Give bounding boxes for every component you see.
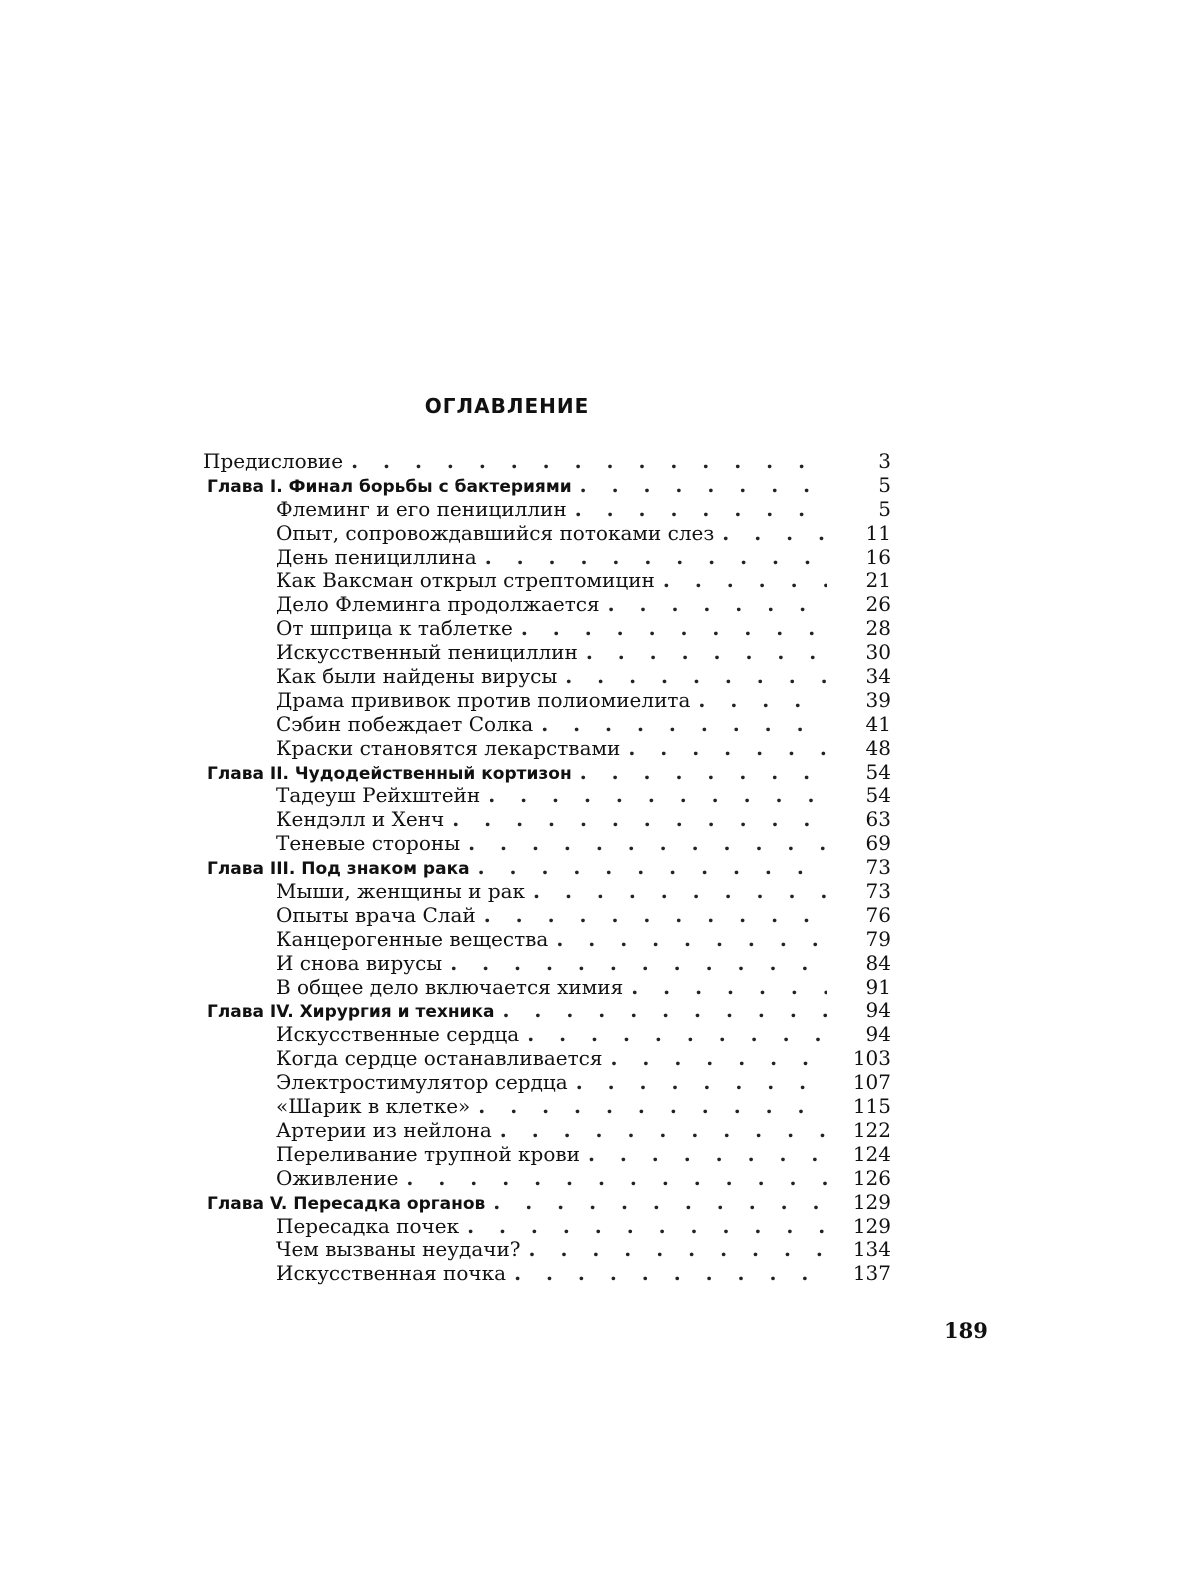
toc-entry-page: 39 (865, 687, 891, 712)
toc-entry-page: 91 (865, 974, 891, 999)
toc-entry-row (203, 928, 891, 952)
toc-entry-label: Чем вызваны неудачи? (276, 1237, 521, 1262)
toc-entry-label: Опыт, сопровождавшийся потоками слез (276, 520, 715, 545)
dot-leader (521, 617, 827, 641)
toc-entry-row (203, 498, 891, 522)
toc-entry-label: Глава III. Под знаком рака (207, 859, 470, 880)
toc-entry-label: Предисловие (203, 449, 344, 473)
dot-leader (556, 928, 827, 952)
toc-entry-label: Теневые стороны (276, 831, 461, 856)
toc-entry-label: Глава V. Пересадка органов (207, 1193, 486, 1214)
toc-entry-label: Глава IV. Хирургия и техника (207, 1002, 495, 1023)
dot-leader (588, 1143, 827, 1167)
toc-entry-row (203, 546, 891, 570)
toc-entry-label: Дело Флеминга продолжается (276, 592, 600, 617)
toc-entry-label: В общее дело включается химия (276, 974, 624, 999)
toc-entry-page: 16 (865, 544, 891, 569)
toc-entry-row (203, 1047, 891, 1071)
toc-entry-row (203, 713, 891, 737)
toc-entry-label: Переливание трупной крови (276, 1141, 580, 1166)
dot-leader (610, 1047, 827, 1071)
toc-entry-row (203, 522, 891, 546)
toc-entry-row (203, 689, 891, 713)
dot-leader (452, 808, 827, 832)
dot-leader (485, 546, 827, 570)
table-of-contents (203, 450, 891, 1286)
dot-leader (608, 593, 827, 617)
toc-entry-page: 134 (852, 1237, 891, 1262)
dot-leader (576, 1071, 827, 1095)
toc-entry-label: Артерии из нейлона (276, 1117, 492, 1142)
toc-entry-label: Тадеуш Рейхштейн (276, 783, 481, 808)
toc-entry-page: 30 (865, 640, 891, 665)
dot-leader (500, 1119, 827, 1143)
toc-entry-page: 107 (852, 1070, 891, 1095)
toc-entry-page: 41 (865, 711, 891, 736)
toc-entry-row (203, 952, 891, 976)
dot-leader (663, 569, 827, 593)
toc-entry-page: 84 (865, 950, 891, 975)
toc-entry-page: 63 (865, 807, 891, 832)
toc-entry-label: Как Ваксман открыл стрептомицин (276, 568, 655, 593)
toc-entry-label: Мыши, женщины и рак (276, 879, 526, 904)
toc-entry-row (203, 737, 891, 761)
toc-entry-row (203, 976, 891, 1000)
toc-entry-label: Пересадка почек (276, 1213, 460, 1238)
toc-entry-row (203, 808, 891, 832)
toc-entry-page: 129 (852, 1213, 891, 1238)
toc-entry-page: 54 (865, 759, 891, 784)
toc-chapter-row (203, 761, 891, 785)
page-number: 189 (944, 1318, 988, 1343)
dot-leader (631, 976, 827, 1000)
toc-entry-label: Электростимулятор сердца (276, 1070, 568, 1095)
toc-entry-label: Искусственные сердца (276, 1022, 520, 1047)
toc-entry-page: 69 (865, 831, 891, 856)
toc-entry-page: 76 (865, 902, 891, 927)
dot-leader (529, 1238, 827, 1262)
toc-entry-page: 126 (852, 1165, 891, 1190)
toc-entry-label: И снова вирусы (276, 950, 443, 975)
toc-entry-label: Драма прививок против полиомиелита (276, 687, 691, 712)
toc-entry-row (203, 593, 891, 617)
toc-entry-row (203, 1023, 891, 1047)
toc-entry-label: Когда сердце останавливается (276, 1046, 603, 1071)
toc-entry-row (203, 1095, 891, 1119)
dot-leader (575, 498, 827, 522)
page-title: ОГЛАВЛЕНИЕ (424, 394, 590, 418)
toc-entry-row (203, 784, 891, 808)
toc-entry-page: 122 (852, 1117, 891, 1142)
dot-leader (698, 689, 827, 713)
toc-chapter-row (203, 999, 891, 1023)
dot-leader (580, 474, 827, 498)
toc-entry-label: Глава I. Финал борьбы с бактериями (207, 476, 572, 497)
toc-entry-page: 129 (852, 1189, 891, 1214)
toc-entry-page: 137 (852, 1261, 891, 1286)
toc-entry-page: 124 (852, 1141, 891, 1166)
dot-leader (628, 737, 827, 761)
toc-entry-page: 11 (865, 520, 891, 545)
toc-chapter-row (203, 474, 891, 498)
toc-entry-label: Краски становятся лекарствами (276, 735, 621, 760)
dot-leader (351, 450, 827, 474)
toc-entry-label: Как были найдены вирусы (276, 664, 558, 689)
toc-entry-label: От шприца к таблетке (276, 616, 513, 641)
toc-entry-label: Оживление (276, 1165, 399, 1190)
toc-entry-row (203, 1215, 891, 1239)
dot-leader (484, 904, 827, 928)
dot-leader (478, 1095, 827, 1119)
toc-entry-row (203, 1167, 891, 1191)
toc-chapter-row (203, 1191, 891, 1215)
toc-entry-label: Канцерогенные вещества (276, 926, 549, 951)
toc-entry-page: 94 (865, 1022, 891, 1047)
toc-entry-page: 5 (878, 496, 891, 521)
dot-leader (488, 784, 827, 808)
toc-entry-page: 34 (865, 664, 891, 689)
dot-leader (502, 999, 827, 1023)
toc-entry-row (203, 1262, 891, 1286)
toc-entry-row (203, 880, 891, 904)
toc-entry-label: Флеминг и его пенициллин (276, 496, 567, 521)
toc-entry-row (203, 1143, 891, 1167)
dot-leader (527, 1023, 827, 1047)
dot-leader (450, 952, 827, 976)
toc-entry-page: 73 (865, 855, 891, 880)
dot-leader (586, 641, 827, 665)
toc-chapter-row (203, 856, 891, 880)
toc-entry-page: 54 (865, 783, 891, 808)
toc-entry-row (203, 665, 891, 689)
dot-leader (406, 1167, 827, 1191)
toc-entry-page: 5 (878, 472, 891, 497)
toc-entry-page: 79 (865, 926, 891, 951)
dot-leader (565, 665, 827, 689)
toc-entry-label: Сэбин побеждает Солка (276, 711, 534, 736)
toc-entry-row (203, 1119, 891, 1143)
toc-entry-page: 26 (865, 592, 891, 617)
toc-entry-label: Глава II. Чудодейственный кортизон (207, 763, 572, 784)
toc-entry-row (203, 904, 891, 928)
dot-leader (468, 832, 827, 856)
toc-entry-row (203, 569, 891, 593)
toc-entry-page: 103 (852, 1046, 891, 1071)
toc-entry-page: 94 (865, 998, 891, 1023)
toc-entry-row (203, 1238, 891, 1262)
toc-entry-label: Искусственный пенициллин (276, 640, 578, 665)
toc-entry-label: «Шарик в клетке» (276, 1094, 471, 1119)
toc-entry-page: 28 (865, 616, 891, 641)
toc-entry-row (203, 641, 891, 665)
toc-entry-page: 73 (865, 879, 891, 904)
toc-entry-row (203, 450, 891, 474)
toc-entry-row (203, 617, 891, 641)
toc-entry-page: 21 (865, 568, 891, 593)
dot-leader (722, 522, 827, 546)
dot-leader (478, 856, 827, 880)
toc-entry-row (203, 832, 891, 856)
dot-leader (533, 880, 827, 904)
toc-entry-label: Кендэлл и Хенч (276, 807, 445, 832)
toc-entry-page: 48 (865, 735, 891, 760)
dot-leader (514, 1262, 827, 1286)
dot-leader (467, 1215, 827, 1239)
toc-entry-label: День пенициллина (276, 544, 477, 569)
toc-entry-label: Опыты врача Слай (276, 902, 476, 927)
toc-entry-row (203, 1071, 891, 1095)
dot-leader (541, 713, 827, 737)
toc-entry-page: 115 (852, 1094, 891, 1119)
dot-leader (493, 1191, 827, 1215)
toc-entry-page: 3 (878, 449, 891, 473)
dot-leader (580, 761, 827, 785)
toc-entry-label: Искусственная почка (276, 1261, 507, 1286)
